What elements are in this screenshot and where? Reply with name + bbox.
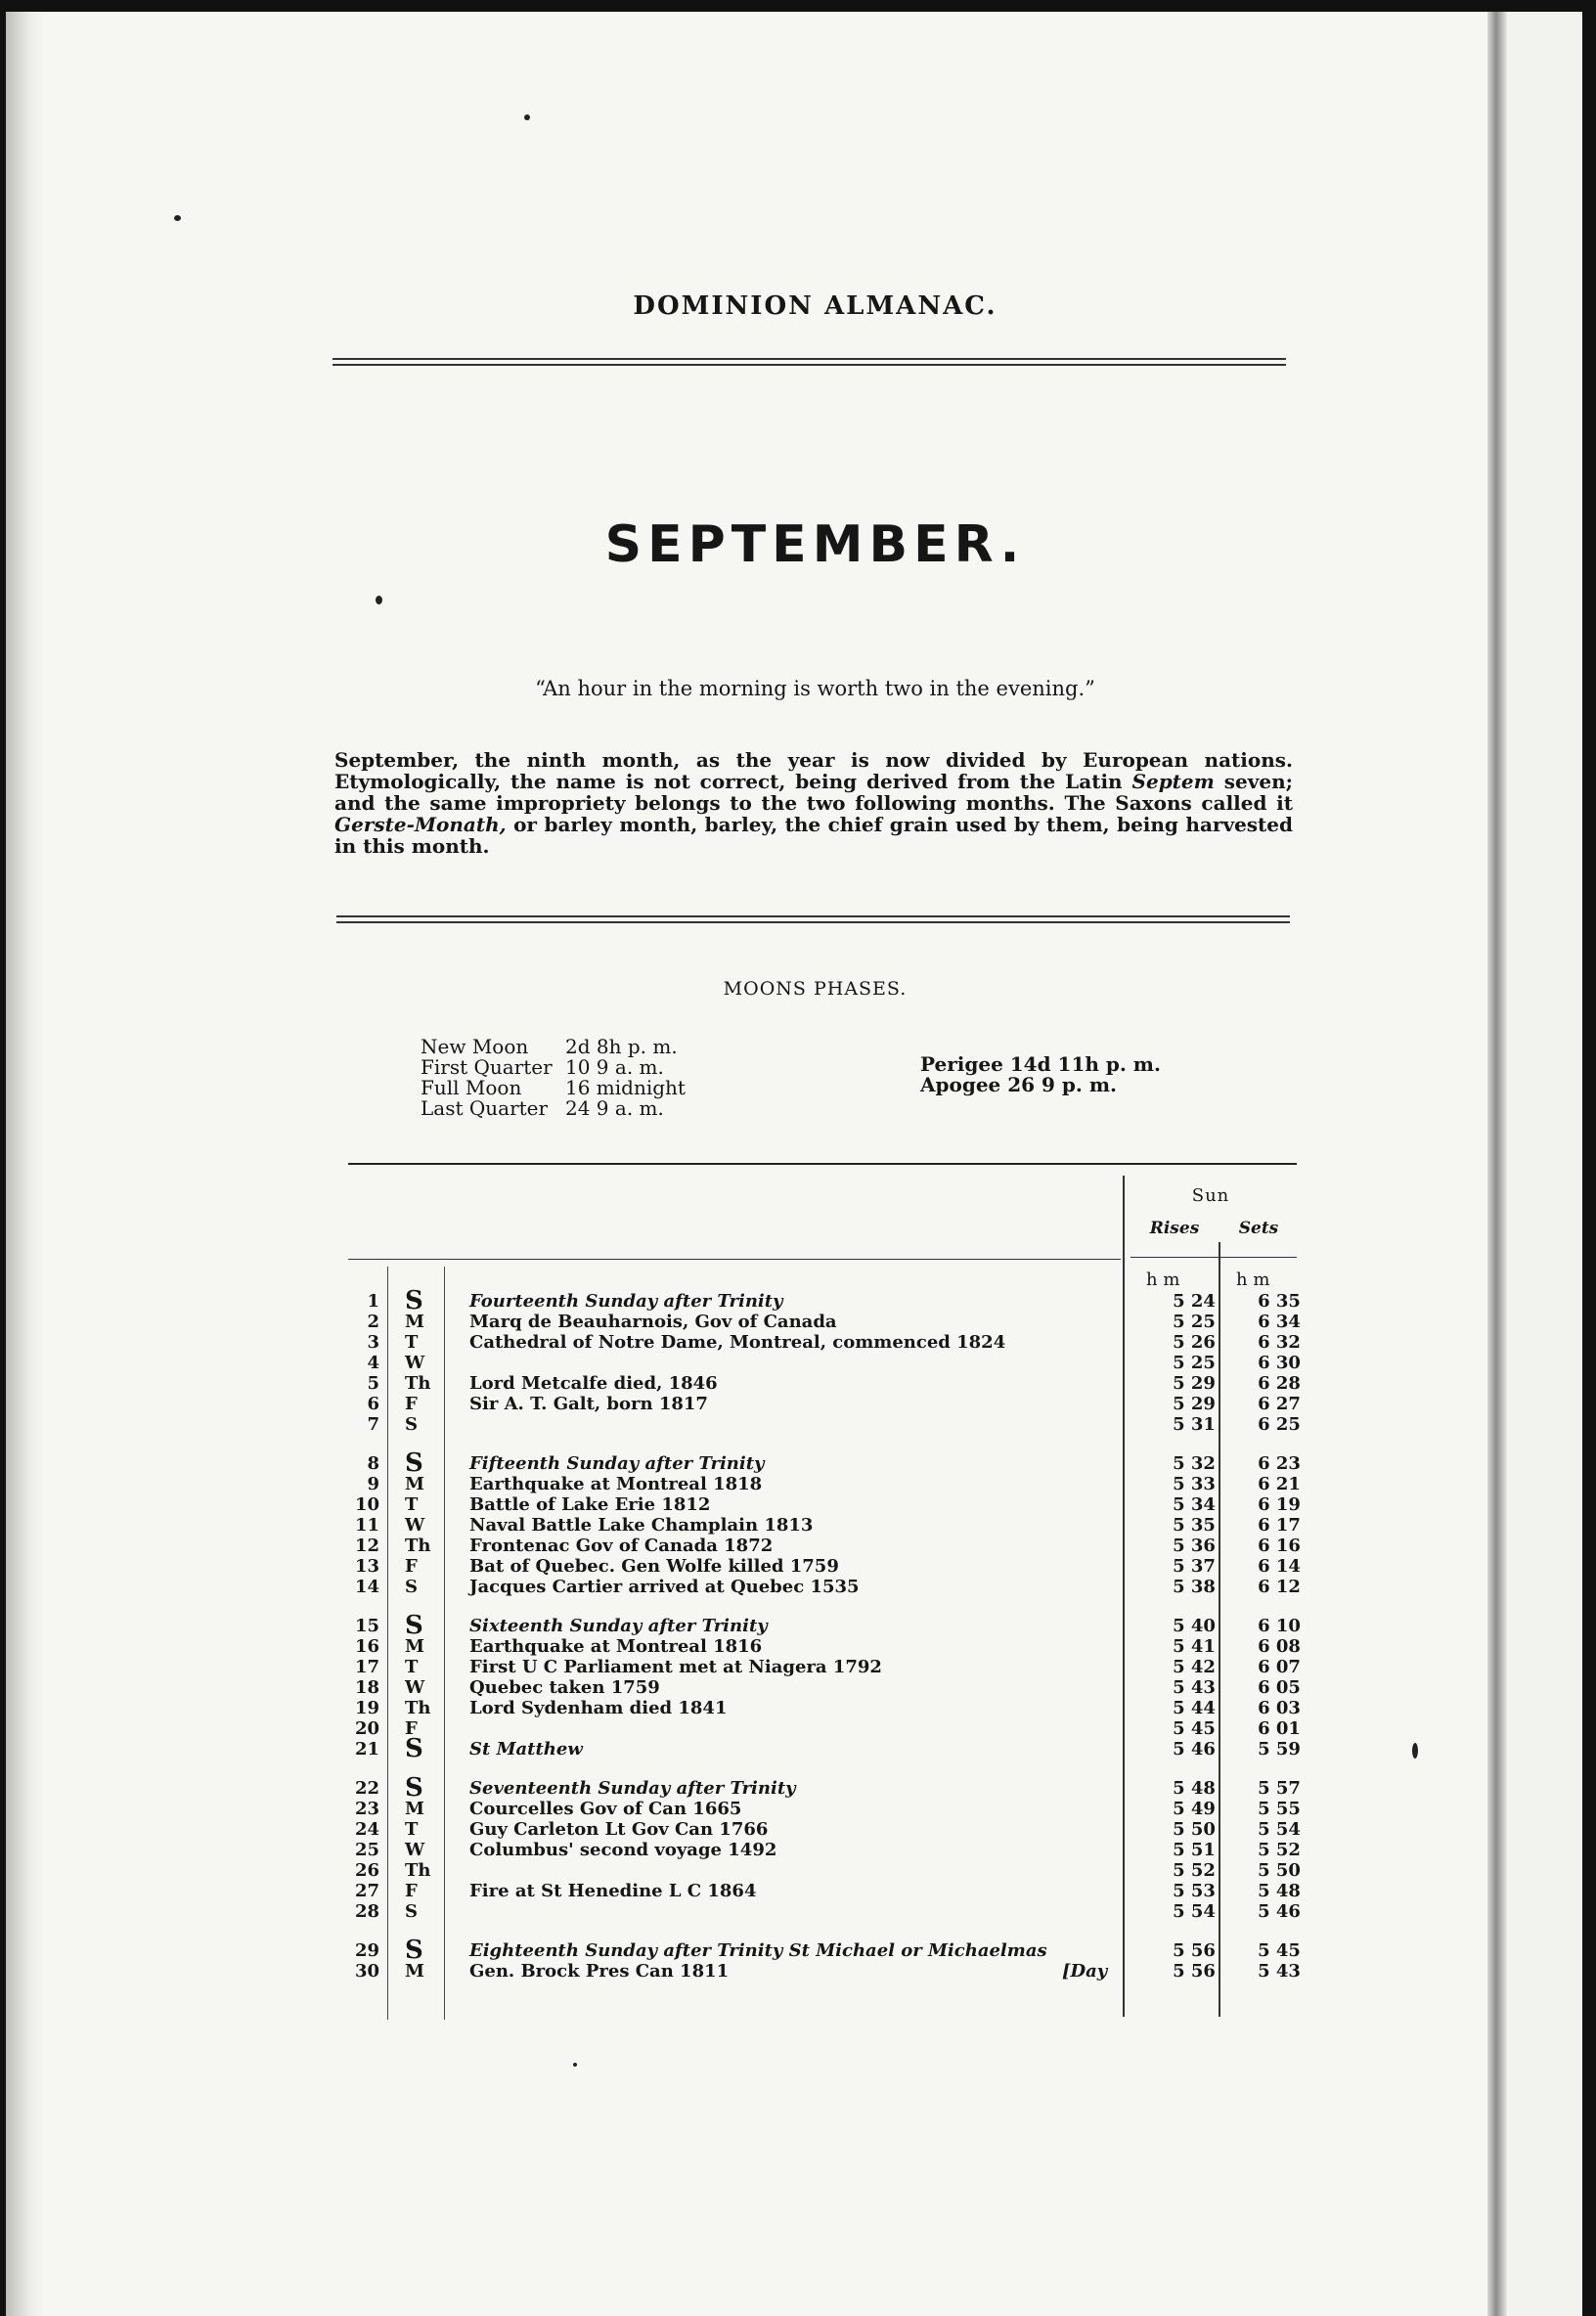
day-event: Fifteenth Sunday after Trinity — [469, 1453, 765, 1474]
description-text: seven; and the same impropriety belongs to the two following months. The Saxons called it — [334, 770, 1294, 815]
sunrise-time: 5 36 — [1173, 1536, 1216, 1556]
moon-phase-row — [421, 1037, 686, 1057]
weekday-letter: S — [405, 1611, 423, 1640]
weekday-letter: W — [405, 1515, 425, 1536]
sunset-time: 6 32 — [1258, 1332, 1301, 1353]
moon-phases-title: MOONS PHASES. — [723, 978, 908, 1000]
sunrise-time: 5 25 — [1173, 1312, 1216, 1332]
weekday-letter: S — [405, 1577, 418, 1597]
day-number: 30 — [354, 1961, 379, 1982]
sunrise-time: 5 31 — [1173, 1414, 1216, 1435]
day-event: Lord Metcalfe died, 1846 — [469, 1373, 718, 1394]
description-latin: Septem — [1131, 770, 1215, 793]
day-number: 26 — [354, 1860, 379, 1881]
weekday-letter: F — [405, 1394, 418, 1414]
weekday-letter: Th — [405, 1860, 431, 1881]
day-event: Earthquake at Montreal 1816 — [469, 1636, 763, 1657]
sunset-time: 5 54 — [1258, 1819, 1301, 1840]
calendar-day-row — [348, 1734, 1301, 1763]
calendar-day-row — [348, 1799, 1301, 1819]
header-rule — [332, 358, 1286, 366]
sunrise-time: 5 45 — [1173, 1718, 1216, 1739]
rises-unit: h m — [1146, 1269, 1180, 1290]
sunset-time: 6 10 — [1258, 1616, 1301, 1636]
day-event: Guy Carleton Lt Gov Can 1766 — [469, 1819, 769, 1840]
weekday-letter: T — [405, 1494, 419, 1515]
moon-phase-name: Full Moon — [421, 1076, 522, 1099]
month-motto: “An hour in the morning is worth two in the evening.” — [535, 677, 1095, 700]
sunrise-time: 5 33 — [1173, 1474, 1216, 1494]
day-number: 14 — [354, 1577, 379, 1597]
sunrise-time: 5 37 — [1173, 1556, 1216, 1577]
description-text: or barley month, barley, the chief grain used by them, being harvested in this month. — [334, 813, 1293, 858]
sunrise-time: 5 51 — [1173, 1840, 1216, 1860]
calendar-day-row — [348, 1636, 1301, 1657]
weekday-letter: S — [405, 1901, 418, 1922]
weekday-letter: M — [405, 1474, 424, 1494]
sunset-time: 5 45 — [1258, 1940, 1301, 1961]
moon-phase-time: 2d 8h p. m. — [565, 1035, 678, 1058]
weekday-letter: S — [405, 1286, 423, 1315]
running-header: DOMINION ALMANAC. — [633, 291, 998, 321]
weekday-letter: F — [405, 1556, 418, 1577]
day-event: St Matthew — [469, 1739, 583, 1759]
moon-phase-row — [421, 1098, 686, 1119]
day-event: Naval Battle Lake Champlain 1813 — [469, 1515, 814, 1536]
calendar-day-row — [348, 1556, 1301, 1577]
sunrise-time: 5 42 — [1173, 1657, 1216, 1677]
sunset-time: 6 30 — [1258, 1353, 1301, 1373]
day-number: 22 — [354, 1778, 379, 1799]
sunset-time: 6 23 — [1258, 1453, 1301, 1474]
sunrise-time: 5 46 — [1173, 1739, 1216, 1759]
sunset-time: 5 59 — [1258, 1739, 1301, 1759]
table-top-rule — [348, 1163, 1297, 1165]
sunrise-time: 5 56 — [1173, 1961, 1216, 1982]
day-number: 17 — [354, 1657, 379, 1677]
sets-heading: Sets — [1238, 1219, 1279, 1238]
rises-heading: Rises — [1149, 1219, 1200, 1238]
weekday-letter: M — [405, 1312, 424, 1332]
weekday-letter: Th — [405, 1536, 431, 1556]
calendar-day-row — [348, 1718, 1301, 1739]
sunset-time: 6 07 — [1258, 1657, 1301, 1677]
day-number: 11 — [354, 1515, 379, 1536]
day-number: 3 — [367, 1332, 379, 1353]
day-number: 1 — [367, 1291, 379, 1312]
calendar-day-row — [348, 1819, 1301, 1840]
calendar-day-row — [348, 1698, 1301, 1718]
weekday-letter: W — [405, 1677, 425, 1698]
day-event: Earthquake at Montreal 1818 — [469, 1474, 763, 1494]
moon-phase-name: Last Quarter — [421, 1096, 549, 1120]
calendar-day-row — [348, 1474, 1301, 1494]
sunset-time: 6 05 — [1258, 1677, 1301, 1698]
weekday-letter: S — [405, 1936, 423, 1965]
day-event: Columbus' second voyage 1492 — [469, 1840, 777, 1860]
calendar-day-row — [348, 1373, 1301, 1394]
calendar-day-row — [348, 1286, 1301, 1315]
calendar-day-row — [348, 1657, 1301, 1677]
sunset-time: 5 55 — [1258, 1799, 1301, 1819]
calendar-day-row — [348, 1394, 1301, 1414]
sunset-time: 6 17 — [1258, 1515, 1301, 1536]
day-number: 29 — [354, 1940, 379, 1961]
sunset-time: 6 25 — [1258, 1414, 1301, 1435]
day-number: 7 — [367, 1414, 379, 1435]
sunrise-time: 5 56 — [1173, 1940, 1216, 1961]
day-number: 15 — [354, 1616, 379, 1636]
day-number: 18 — [354, 1677, 379, 1698]
weekday-letter: S — [405, 1414, 418, 1435]
day-event: Battle of Lake Erie 1812 — [469, 1494, 711, 1515]
calendar-day-row — [348, 1312, 1301, 1332]
moon-phase-name: New Moon — [421, 1035, 529, 1058]
calendar-day-row — [348, 1494, 1301, 1515]
weekday-letter: Th — [405, 1698, 431, 1718]
day-event: Courcelles Gov of Can 1665 — [469, 1799, 742, 1819]
sun-subheading-rule — [1130, 1257, 1297, 1258]
description-saxon: Gerste-Monath, — [334, 813, 507, 836]
sunrise-time: 5 35 — [1173, 1515, 1216, 1536]
weekday-letter: M — [405, 1636, 424, 1657]
day-number: 25 — [354, 1840, 379, 1860]
sunrise-time: 5 38 — [1173, 1577, 1216, 1597]
sunset-time: 6 14 — [1258, 1556, 1301, 1577]
moon-phase-row — [421, 1078, 686, 1098]
sunrise-time: 5 24 — [1173, 1291, 1216, 1312]
calendar-day-row — [348, 1332, 1301, 1353]
day-event: Gen. Brock Pres Can 1811 — [469, 1961, 730, 1982]
moon-phase-name: First Quarter — [421, 1055, 553, 1079]
sunset-time: 6 16 — [1258, 1536, 1301, 1556]
sunrise-time: 5 50 — [1173, 1819, 1216, 1840]
sunrise-time: 5 29 — [1173, 1394, 1216, 1414]
sunrise-time: 5 49 — [1173, 1799, 1216, 1819]
calendar-day-row — [348, 1414, 1301, 1435]
day-event: Marq de Beauharnois, Gov of Canada — [469, 1312, 837, 1332]
day-number: 21 — [354, 1739, 379, 1759]
month-description — [334, 749, 1293, 857]
sunrise-time: 5 32 — [1173, 1453, 1216, 1474]
sunrise-time: 5 34 — [1173, 1494, 1216, 1515]
sunset-time: 6 12 — [1258, 1577, 1301, 1597]
sunrise-time: 5 48 — [1173, 1778, 1216, 1799]
sunset-time: 6 01 — [1258, 1718, 1301, 1739]
day-number: 10 — [354, 1494, 379, 1515]
weekday-letter: M — [405, 1961, 424, 1982]
sunset-time: 5 48 — [1258, 1881, 1301, 1901]
ink-speck — [573, 2063, 577, 2067]
sunset-time: 6 34 — [1258, 1312, 1301, 1332]
weekday-letter: W — [405, 1840, 425, 1860]
weekday-letter: T — [405, 1657, 419, 1677]
day-event: Lord Sydenham died 1841 — [469, 1698, 728, 1718]
day-number: 16 — [354, 1636, 379, 1657]
section-rule — [336, 915, 1290, 923]
calendar-day-row — [348, 1515, 1301, 1536]
perigee-apogee-row: Perigee 14d 11h p. m. — [920, 1052, 1161, 1076]
calendar-day-row — [348, 1840, 1301, 1860]
calendar-day-row — [348, 1536, 1301, 1556]
sunrise-time: 5 40 — [1173, 1616, 1216, 1636]
moon-phase-time: 24 9 a. m. — [565, 1096, 664, 1120]
weekday-letter: Th — [405, 1373, 431, 1394]
sun-heading: Sun — [1191, 1185, 1230, 1206]
moon-phases-list — [421, 1037, 686, 1119]
weekday-letter: S — [405, 1773, 423, 1803]
ink-speck — [174, 215, 181, 221]
weekday-letter: F — [405, 1718, 418, 1739]
day-number: 9 — [367, 1474, 379, 1494]
calendar-day-row — [348, 1961, 1301, 1982]
sunrise-time: 5 44 — [1173, 1698, 1216, 1718]
sunset-time: 6 35 — [1258, 1291, 1301, 1312]
sunrise-time: 5 25 — [1173, 1353, 1216, 1373]
weekday-letter: T — [405, 1819, 419, 1840]
day-event: Fire at St Henedine L C 1864 — [469, 1881, 757, 1901]
ink-speck — [1412, 1743, 1418, 1759]
calendar-day-row — [348, 1577, 1301, 1597]
sets-unit: h m — [1236, 1269, 1270, 1290]
sunrise-time: 5 41 — [1173, 1636, 1216, 1657]
day-number: 23 — [354, 1799, 379, 1819]
sunset-time: 5 43 — [1258, 1961, 1301, 1982]
sunrise-time: 5 26 — [1173, 1332, 1216, 1353]
description-text: September, the ninth month, as the year is now divided by European nations. Etymologically, the name is not correct, being derived from the Latin — [334, 748, 1293, 793]
day-event: Fourteenth Sunday after Trinity — [469, 1291, 783, 1312]
day-event: Eighteenth Sunday after Trinity St Michael or Michaelmas — [469, 1940, 1047, 1961]
day-number: 5 — [367, 1373, 379, 1394]
sunrise-time: 5 43 — [1173, 1677, 1216, 1698]
sunset-time: 5 46 — [1258, 1901, 1301, 1922]
day-number: 24 — [354, 1819, 379, 1840]
sunrise-time: 5 53 — [1173, 1881, 1216, 1901]
calendar-day-row — [348, 1611, 1301, 1640]
day-event: Quebec taken 1759 — [469, 1677, 660, 1698]
sunset-time: 6 08 — [1258, 1636, 1301, 1657]
weekday-letter: S — [405, 1448, 423, 1478]
sunset-time: 6 28 — [1258, 1373, 1301, 1394]
day-number: 8 — [367, 1453, 379, 1474]
day-number: 19 — [354, 1698, 379, 1718]
almanac-page — [6, 12, 1582, 2316]
day-number: 28 — [354, 1901, 379, 1922]
sunset-time: 6 27 — [1258, 1394, 1301, 1414]
ink-speck — [524, 114, 530, 120]
day-event: Seventeenth Sunday after Trinity — [469, 1778, 796, 1799]
sunrise-time: 5 52 — [1173, 1860, 1216, 1881]
calendar-day-row — [348, 1773, 1301, 1803]
day-event: Sixteenth Sunday after Trinity — [469, 1616, 768, 1636]
weekday-letter: M — [405, 1799, 424, 1819]
day-number: 13 — [354, 1556, 379, 1577]
table-head-rule — [348, 1259, 1121, 1260]
day-event: Jacques Cartier arrived at Quebec 1535 — [469, 1577, 860, 1597]
day-number: 4 — [367, 1353, 379, 1373]
sunset-time: 6 03 — [1258, 1698, 1301, 1718]
ink-speck — [376, 596, 382, 604]
perigee-apogee-list — [920, 1054, 1161, 1095]
sunrise-time: 5 54 — [1173, 1901, 1216, 1922]
calendar-day-row — [348, 1860, 1301, 1881]
day-number: 2 — [367, 1312, 379, 1332]
event-continuation: [Day — [1062, 1961, 1108, 1982]
calendar-day-row — [348, 1901, 1301, 1922]
day-event: Sir A. T. Galt, born 1817 — [469, 1394, 708, 1414]
weekday-letter: W — [405, 1353, 425, 1373]
month-title: SEPTEMBER. — [604, 515, 1026, 574]
day-event: Bat of Quebec. Gen Wolfe killed 1759 — [469, 1556, 839, 1577]
weekday-letter: T — [405, 1332, 419, 1353]
calendar-day-row — [348, 1881, 1301, 1901]
day-event: First U C Parliament met at Niagera 1792 — [469, 1657, 882, 1677]
day-event: Cathedral of Notre Dame, Montreal, commenced 1824 — [469, 1332, 1006, 1353]
sunset-time: 5 57 — [1258, 1778, 1301, 1799]
weekday-letter: F — [405, 1881, 418, 1901]
page-margin — [1507, 12, 1582, 2316]
sunrise-time: 5 29 — [1173, 1373, 1216, 1394]
moon-phase-row — [421, 1057, 686, 1078]
calendar-day-row — [348, 1677, 1301, 1698]
day-event: Frontenac Gov of Canada 1872 — [469, 1536, 774, 1556]
day-number: 27 — [354, 1881, 379, 1901]
moon-phase-time: 10 9 a. m. — [565, 1055, 664, 1079]
page-spine — [1487, 12, 1507, 2316]
weekday-letter: S — [405, 1734, 423, 1763]
calendar-day-row — [348, 1936, 1301, 1965]
perigee-apogee-row: Apogee 26 9 p. m. — [920, 1073, 1117, 1096]
sunset-time: 5 50 — [1258, 1860, 1301, 1881]
day-number: 12 — [354, 1536, 379, 1556]
sunset-time: 6 19 — [1258, 1494, 1301, 1515]
day-number: 6 — [367, 1394, 379, 1414]
calendar-day-row — [348, 1448, 1301, 1478]
sunset-time: 5 52 — [1258, 1840, 1301, 1860]
day-number: 20 — [354, 1718, 379, 1739]
sunset-time: 6 21 — [1258, 1474, 1301, 1494]
calendar-day-row — [348, 1353, 1301, 1373]
moon-phase-time: 16 midnight — [565, 1076, 686, 1099]
